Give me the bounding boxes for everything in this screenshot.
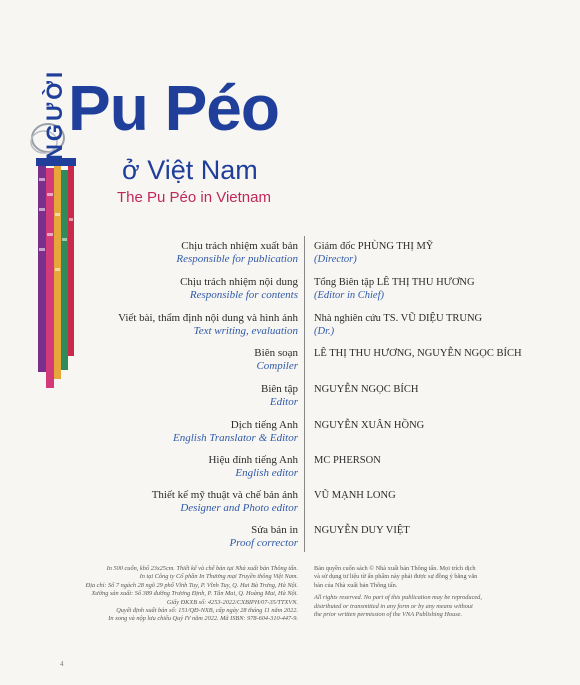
print-info-line: In tại Công ty Cổ phần In Thương mại Truyền thông Việt Nam. [139,573,298,581]
credit-value-en: (Director) [314,254,357,265]
credit-label-vi: Biên tập [261,383,298,395]
credit-value-vi: NGUYỄN XUÂN HỒNG [314,420,425,431]
copyright-line-vi: bản của Nhà xuất bản Thông tấn. [314,581,398,589]
credit-label-en: Responsible for publication [176,253,298,265]
credit-value [314,419,424,432]
credit-value-vi: MC PHERSON [314,455,381,466]
credit-label [176,240,298,266]
credit-label [118,312,298,338]
copyright-line-en: All rights reserved. No part of this publication may be reproduced, [314,594,482,602]
credit-value [314,524,410,537]
credit-label-vi: Chịu trách nhiệm xuất bản [181,240,298,252]
credit-label [180,276,298,302]
copyright-line-en: distributed or transmitted in any form or by any means without [314,602,473,610]
credit-label [261,383,298,409]
page-number: 4 [60,660,64,668]
credit-label-vi: Biên soạn [254,347,298,359]
credit-label-en: Text writing, evaluation [193,325,298,337]
credit-label [173,419,298,445]
book-title-english: The Pu Péo in Vietnam [117,189,271,206]
credit-label-vi: Dịch tiếng Anh [230,419,298,431]
copyright-line-vi: và sử dụng tư liệu từ ấn phẩm này phải được sự đồng ý bằng văn [314,573,478,581]
credit-label [152,489,298,515]
credit-label [254,347,298,373]
title-nguoi-text: NGƯỜI [42,68,67,160]
credit-value [314,383,418,396]
print-info [58,565,298,624]
credit-label-en: Editor [269,396,298,408]
credit-value [314,347,522,360]
credit-label-en: Responsible for contents [189,289,298,301]
credit-label-en: English editor [235,467,298,479]
credit-label-en: Designer and Photo editor [180,502,298,514]
book-title: Pu Péo [68,72,279,144]
credit-label-en: English Translator & Editor [173,432,298,444]
credit-value [314,312,482,338]
book-subtitle: ở Việt Nam [122,155,258,185]
print-info-line: In 500 cuốn, khổ 23x25cm. Thiết kế và chế bản tại Nhà xuất bản Thông tấn. [106,565,298,572]
credit-value-vi: Tổng Biên tập LÊ THỊ THU HƯƠNG [314,277,475,288]
credit-label-vi: Viết bài, thẩm định nội dung và hình ảnh [118,312,298,324]
credits-divider [304,236,305,552]
print-info-line: Xưởng sản xuất: Số 389 đường Trương Định, P. Tân Mai, Q. Hoàng Mai, Hà Nội. [91,590,298,598]
copyright-line-en: the prior written permission of the VNA Publishing House. [314,611,463,619]
credit-value-en: (Editor in Chief) [314,290,384,301]
credit-label-vi: Hiệu đính tiếng Anh [208,454,298,466]
print-info-line: Giấy ĐKXB số: 4253-2022/CXBIPH/07-35/TTXVN. [166,598,298,606]
credit-value [314,276,475,302]
credit-value-vi: VŨ MẠNH LONG [314,490,396,501]
credit-label [229,524,298,550]
credit-value-vi: Giám đốc PHÙNG THỊ MỸ [314,241,434,252]
credit-label-en: Compiler [256,360,298,372]
credit-value-vi: LÊ THỊ THU HƯƠNG, NGUYỄN NGỌC BÍCH [314,348,522,359]
credit-value-vi: Nhà nghiên cứu TS. VŨ DIỆU TRUNG [314,313,483,324]
credit-value-en: (Dr.) [314,326,335,337]
credit-value-vi: NGUYỄN NGỌC BÍCH [314,384,419,395]
title-nguoi [38,68,72,164]
credit-label [208,454,298,480]
copyright-notice [314,565,564,619]
print-info-line: Địa chỉ: Số 7 ngách 28 ngõ 29 phố Vĩnh Tuy, P. Vĩnh Tuy, Q. Hai Bà Trưng, Hà Nội. [85,581,298,589]
credit-value [314,454,381,467]
credit-label-vi: Sửa bản in [251,524,298,536]
credit-label-en: Proof corrector [229,537,298,549]
credit-label-vi: Chịu trách nhiệm nội dung [180,276,298,288]
credit-value [314,240,433,266]
copyright-line-vi: Bản quyền cuốn sách © Nhà xuất bản Thông tấn. Mọi trích dịch [314,565,476,572]
credit-value-vi: NGUYỄN DUY VIỆT [314,525,410,536]
credit-label-vi: Thiết kế mỹ thuật và chế bản ảnh [151,489,298,501]
print-info-line: In xong và nộp lưu chiểu Quý IV năm 2022. Mã ISBN: 978-604-310-447-9. [108,615,298,623]
print-info-line: Quyết định xuất bản số: 151/QĐ-NXB, cấp ngày 28 tháng 11 năm 2022. [116,607,298,615]
credit-value [314,489,396,502]
